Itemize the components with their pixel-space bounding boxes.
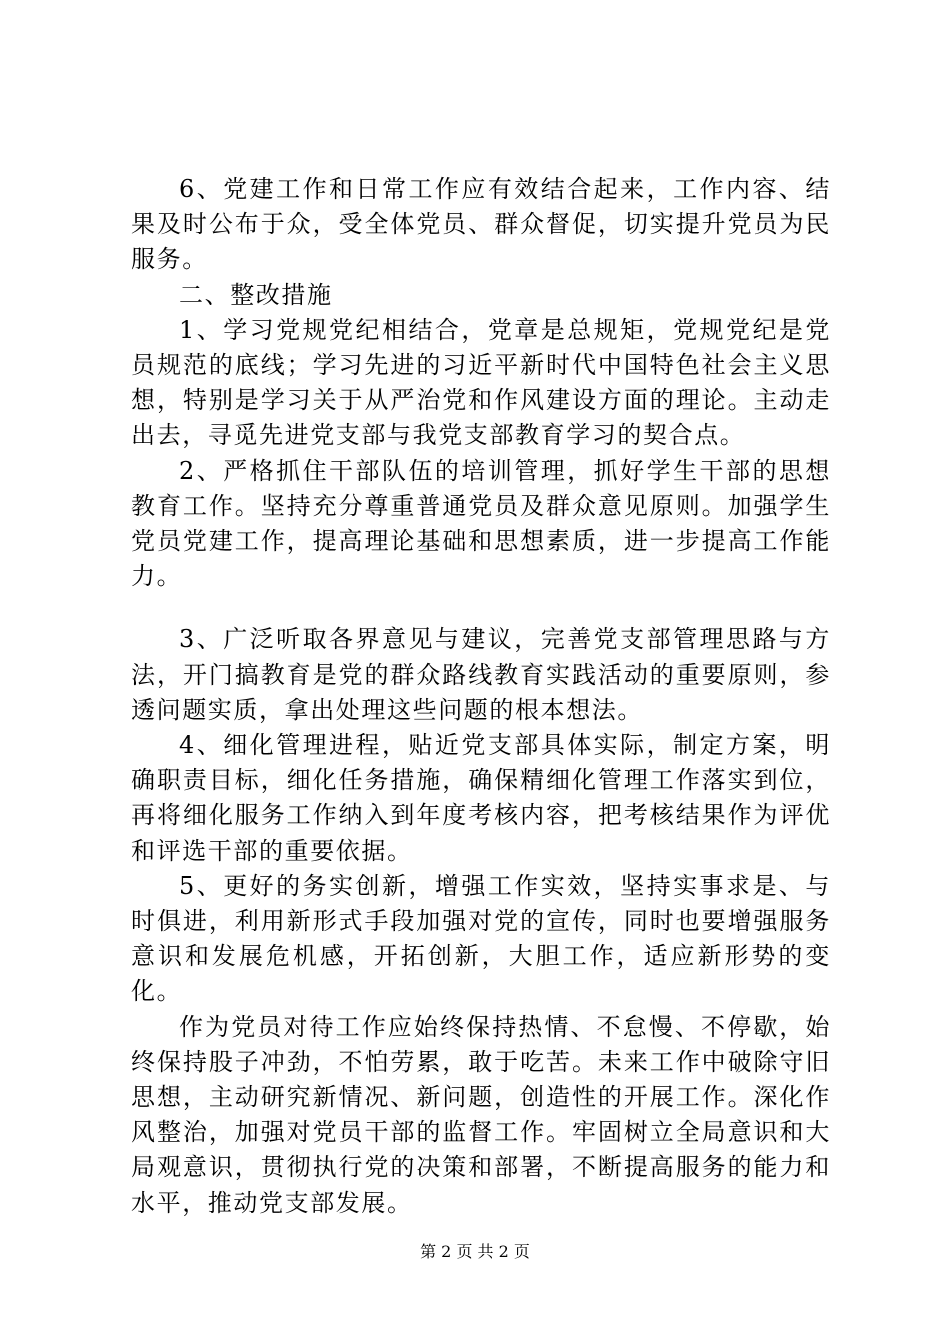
paragraph-measure-2: 2、严格抓住干部队伍的培训管理，抓好学生干部的思想教育工作。坚持充分尊重普通党员及群众意见原则。加强学生党员党建工作，提高理论基础和思想素质，进一步提高工作能力。 xyxy=(131,456,831,591)
paragraph-measure-1: 1、学习党规党纪相结合，党章是总规矩，党规党纪是党员规范的底线；学习先进的习近平新时代中国特色社会主义思想，特别是学习关于从严治党和作风建设方面的理论。主动走出去，寻觅先进党支部与我党支部教育学习的契合点。 xyxy=(131,315,831,450)
section-heading-measures: 二、整改措施 xyxy=(179,280,333,309)
paragraph-item-6: 6、党建工作和日常工作应有效结合起来，工作内容、结果及时公布于众，受全体党员、群众督促，切实提升党员为民服务。 xyxy=(131,175,831,274)
paragraph-measure-4: 4、细化管理进程，贴近党支部具体实际，制定方案，明确职责目标，细化任务措施，确保精细化管理工作落实到位，再将细化服务工作纳入到年度考核内容，把考核结果作为评优和评选干部的重要依据。 xyxy=(131,731,831,865)
paragraph-conclusion: 作为党员对待工作应始终保持热情、不怠慢、不停歇，始终保持股子冲劲，不怕劳累，敢于吃苦。未来工作中破除守旧思想，主动研究新情况、新问题，创造性的开展工作。深化作风整治，加强对党员干部的监督工作。牢固树立全局意识和大局观意识，贯彻执行党的决策和部署，不断提高服务的能力和水平，推动党支部发展。 xyxy=(131,1012,831,1217)
page-number-footer: 第 2 页 共 2 页 xyxy=(420,1242,530,1261)
paragraph-measure-3: 3、广泛听取各界意见与建议，完善党支部管理思路与方法，开门搞教育是党的群众路线教育实践活动的重要原则，参透问题实质，拿出处理这些问题的根本想法。 xyxy=(131,625,831,724)
paragraph-measure-5: 5、更好的务实创新，增强工作实效，坚持实事求是、与时俱进，利用新形式手段加强对党的宣传，同时也要增强服务意识和发展危机感，开拓创新，大胆工作，适应新形势的变化。 xyxy=(131,871,831,1006)
document-body xyxy=(131,172,831,1221)
